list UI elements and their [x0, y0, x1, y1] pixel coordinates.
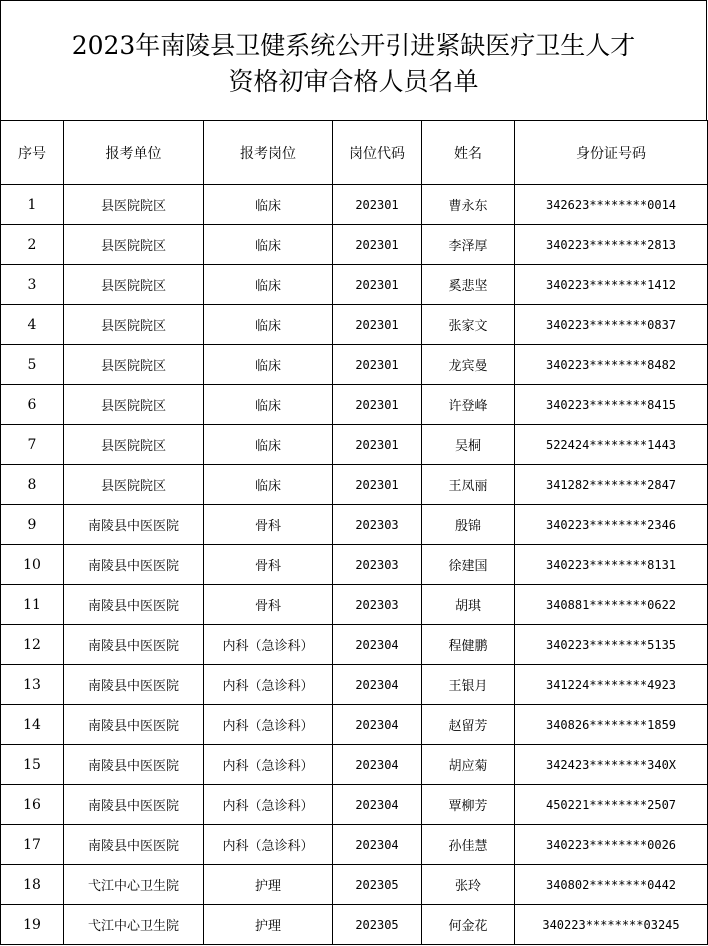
cell-position-code: 202301 [333, 465, 422, 505]
cell-position: 骨科 [204, 585, 333, 625]
table-row [1, 545, 708, 585]
cell-position: 临床 [204, 305, 333, 345]
document-title-line1: 2023年南陵县卫健系统公开引进紧缺医疗卫生人才 [71, 31, 636, 60]
cell-name: 王银月 [422, 665, 515, 705]
cell-position-code: 202301 [333, 425, 422, 465]
table-row [1, 785, 708, 825]
cell-index: 18 [1, 865, 64, 905]
table-body [1, 185, 708, 945]
cell-position: 临床 [204, 265, 333, 305]
cell-unit: 县医院院区 [64, 385, 204, 425]
cell-index: 2 [1, 225, 64, 265]
title-block [0, 0, 707, 120]
cell-unit: 县医院院区 [64, 305, 204, 345]
cell-id-number: 340223********03245 [515, 905, 708, 945]
table-row [1, 585, 708, 625]
cell-unit: 南陵县中医医院 [64, 585, 204, 625]
cell-unit: 县医院院区 [64, 185, 204, 225]
cell-id-number: 342623********0014 [515, 185, 708, 225]
table-row [1, 185, 708, 225]
cell-index: 15 [1, 745, 64, 785]
cell-name: 何金花 [422, 905, 515, 945]
cell-id-number: 340223********8415 [515, 385, 708, 425]
cell-index: 5 [1, 345, 64, 385]
cell-position-code: 202305 [333, 865, 422, 905]
cell-position-code: 202301 [333, 265, 422, 305]
cell-position-code: 202301 [333, 305, 422, 345]
cell-position-code: 202304 [333, 785, 422, 825]
cell-position: 临床 [204, 345, 333, 385]
cell-id-number: 450221********2507 [515, 785, 708, 825]
cell-id-number: 340826********1859 [515, 705, 708, 745]
cell-id-number: 340223********2346 [515, 505, 708, 545]
cell-name: 赵留芳 [422, 705, 515, 745]
table-row [1, 265, 708, 305]
cell-name: 奚悲坚 [422, 265, 515, 305]
cell-position-code: 202303 [333, 585, 422, 625]
cell-position: 骨科 [204, 545, 333, 585]
cell-position-code: 202305 [333, 905, 422, 945]
cell-unit: 县医院院区 [64, 465, 204, 505]
cell-position: 临床 [204, 185, 333, 225]
header-position: 报考岗位 [204, 121, 333, 185]
cell-unit: 县医院院区 [64, 425, 204, 465]
cell-id-number: 340223********8482 [515, 345, 708, 385]
cell-position: 内科（急诊科） [204, 625, 333, 665]
cell-id-number: 342423********340X [515, 745, 708, 785]
header-position-code: 岗位代码 [333, 121, 422, 185]
cell-unit: 南陵县中医医院 [64, 785, 204, 825]
cell-index: 7 [1, 425, 64, 465]
cell-index: 14 [1, 705, 64, 745]
cell-id-number: 340223********5135 [515, 625, 708, 665]
table-row [1, 625, 708, 665]
table-row [1, 825, 708, 865]
cell-index: 11 [1, 585, 64, 625]
cell-index: 16 [1, 785, 64, 825]
cell-position: 临床 [204, 385, 333, 425]
cell-position-code: 202304 [333, 625, 422, 665]
table-header-row [1, 121, 708, 185]
cell-position-code: 202301 [333, 185, 422, 225]
cell-name: 孙佳慧 [422, 825, 515, 865]
cell-name: 覃柳芳 [422, 785, 515, 825]
cell-index: 13 [1, 665, 64, 705]
cell-position-code: 202304 [333, 665, 422, 705]
cell-unit: 县医院院区 [64, 345, 204, 385]
cell-name: 李泽厚 [422, 225, 515, 265]
header-unit: 报考单位 [64, 121, 204, 185]
cell-position: 护理 [204, 865, 333, 905]
cell-id-number: 340223********2813 [515, 225, 708, 265]
table-row [1, 225, 708, 265]
table-row [1, 465, 708, 505]
cell-name: 胡应菊 [422, 745, 515, 785]
cell-unit: 南陵县中医医院 [64, 545, 204, 585]
document-title-line2: 资格初审合格人员名单 [228, 67, 479, 96]
cell-id-number: 340223********0026 [515, 825, 708, 865]
cell-index: 12 [1, 625, 64, 665]
cell-position-code: 202301 [333, 345, 422, 385]
cell-unit: 南陵县中医医院 [64, 705, 204, 745]
cell-unit: 南陵县中医医院 [64, 505, 204, 545]
table-row [1, 345, 708, 385]
table-row [1, 385, 708, 425]
cell-unit: 南陵县中医医院 [64, 625, 204, 665]
cell-index: 19 [1, 905, 64, 945]
cell-position-code: 202304 [333, 705, 422, 745]
cell-name: 殷锦 [422, 505, 515, 545]
cell-name: 徐建国 [422, 545, 515, 585]
cell-id-number: 340881********0622 [515, 585, 708, 625]
table-row [1, 305, 708, 345]
table-row [1, 865, 708, 905]
cell-position-code: 202303 [333, 545, 422, 585]
cell-position: 内科（急诊科） [204, 825, 333, 865]
cell-position-code: 202304 [333, 745, 422, 785]
cell-position: 骨科 [204, 505, 333, 545]
cell-position: 临床 [204, 425, 333, 465]
cell-index: 8 [1, 465, 64, 505]
table-row [1, 425, 708, 465]
cell-position: 内科（急诊科） [204, 745, 333, 785]
cell-position-code: 202304 [333, 825, 422, 865]
cell-index: 17 [1, 825, 64, 865]
cell-unit: 弋江中心卫生院 [64, 905, 204, 945]
cell-position: 护理 [204, 905, 333, 945]
cell-name: 程健鹏 [422, 625, 515, 665]
cell-name: 张家文 [422, 305, 515, 345]
cell-position-code: 202301 [333, 225, 422, 265]
cell-id-number: 340223********0837 [515, 305, 708, 345]
table-row [1, 705, 708, 745]
table-row [1, 505, 708, 545]
cell-unit: 弋江中心卫生院 [64, 865, 204, 905]
cell-name: 龙宾曼 [422, 345, 515, 385]
cell-unit: 南陵县中医医院 [64, 665, 204, 705]
cell-position: 临床 [204, 225, 333, 265]
cell-name: 吴桐 [422, 425, 515, 465]
cell-name: 王凤丽 [422, 465, 515, 505]
cell-name: 张玲 [422, 865, 515, 905]
cell-index: 6 [1, 385, 64, 425]
cell-unit: 南陵县中医医院 [64, 825, 204, 865]
cell-name: 曹永东 [422, 185, 515, 225]
candidates-table [0, 120, 708, 945]
cell-index: 9 [1, 505, 64, 545]
cell-position: 内科（急诊科） [204, 705, 333, 745]
cell-index: 10 [1, 545, 64, 585]
cell-position: 内科（急诊科） [204, 665, 333, 705]
cell-position: 内科（急诊科） [204, 785, 333, 825]
header-name: 姓名 [422, 121, 515, 185]
cell-name: 许登峰 [422, 385, 515, 425]
cell-position-code: 202301 [333, 385, 422, 425]
table-row [1, 745, 708, 785]
cell-id-number: 522424********1443 [515, 425, 708, 465]
header-index: 序号 [1, 121, 64, 185]
cell-id-number: 340223********8131 [515, 545, 708, 585]
cell-unit: 南陵县中医医院 [64, 745, 204, 785]
table-row [1, 665, 708, 705]
cell-unit: 县医院院区 [64, 265, 204, 305]
cell-index: 1 [1, 185, 64, 225]
table-row [1, 905, 708, 945]
cell-id-number: 341224********4923 [515, 665, 708, 705]
cell-position-code: 202303 [333, 505, 422, 545]
cell-name: 胡琪 [422, 585, 515, 625]
cell-id-number: 340802********0442 [515, 865, 708, 905]
header-id-number: 身份证号码 [515, 121, 708, 185]
cell-index: 4 [1, 305, 64, 345]
cell-index: 3 [1, 265, 64, 305]
cell-id-number: 340223********1412 [515, 265, 708, 305]
cell-id-number: 341282********2847 [515, 465, 708, 505]
cell-unit: 县医院院区 [64, 225, 204, 265]
cell-position: 临床 [204, 465, 333, 505]
